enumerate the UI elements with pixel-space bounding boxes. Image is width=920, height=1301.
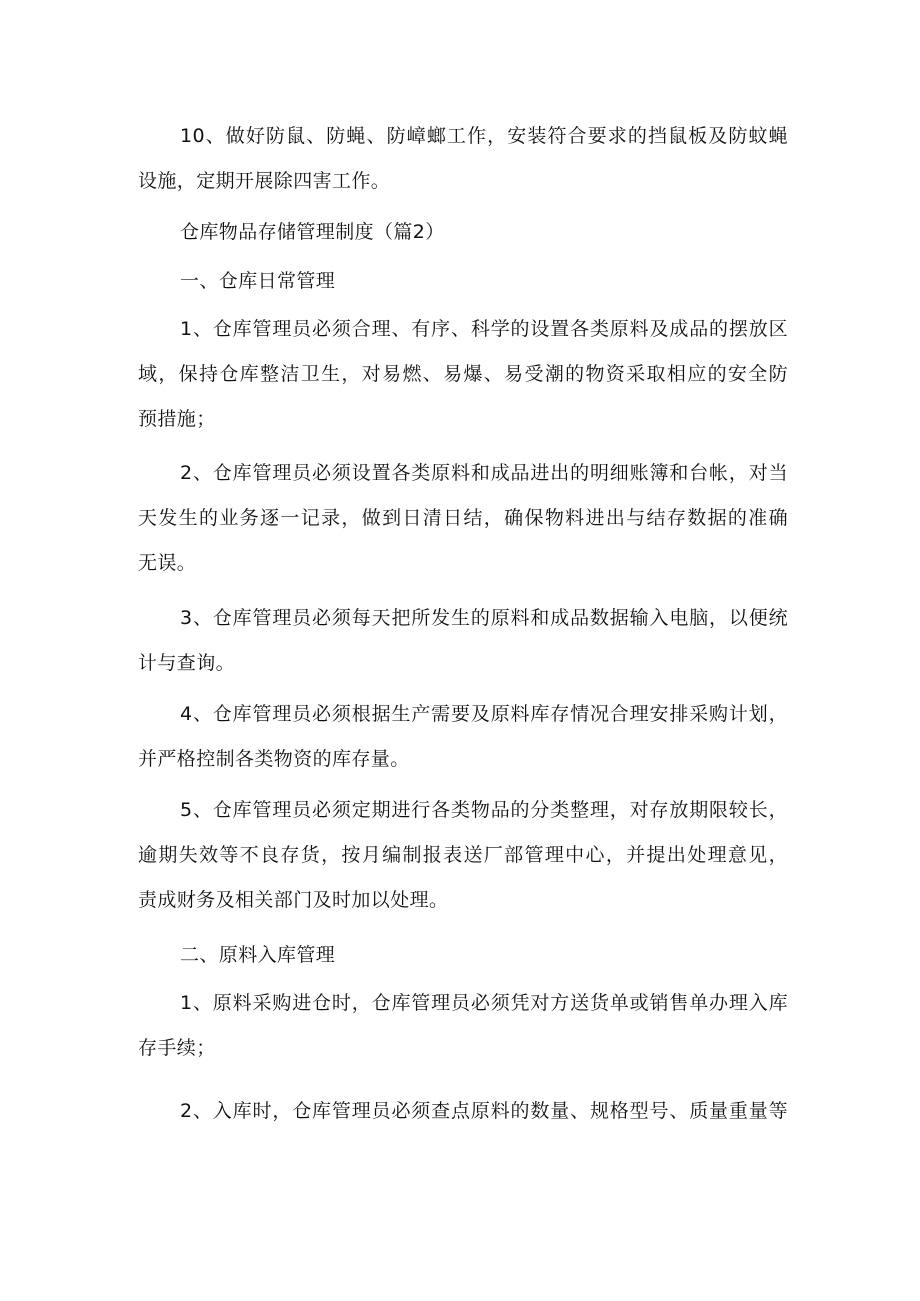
paragraph-item <box>138 701 788 772</box>
text-line: 1、原料采购进仓时，仓库管理员必须凭对方送货单或销售单办理入库 <box>180 992 788 1014</box>
text-line: 预措施； <box>138 408 216 430</box>
text-line: 3、仓库管理员必须每天把所发生的原料和成品数据输入电脑，以便统 <box>180 607 788 629</box>
paragraph-item <box>138 460 788 576</box>
paragraph-item <box>138 605 788 676</box>
text-line: 4、仓库管理员必须根据生产需要及原料库存情况合理安排采购计划， <box>180 703 788 725</box>
text-line: 天发生的业务逐一记录，做到日清日结，确保物料进出与结存数据的准确 <box>138 507 788 529</box>
text-line: 二、原料入库管理 <box>180 944 336 966</box>
text-line: 域，保持仓库整洁卫生，对易燃、易爆、易受潮的物资采取相应的安全防 <box>138 363 788 385</box>
text-line: 设施，定期开展除四害工作。 <box>138 170 391 192</box>
paragraph-item <box>138 797 788 913</box>
text-line: 并严格控制各类物资的库存量。 <box>138 748 410 770</box>
paragraph-item-10 <box>138 123 788 194</box>
text-line: 一、仓库日常管理 <box>180 270 336 292</box>
text-line: 2、仓库管理员必须设置各类原料和成品进出的明细账簿和台帐，对当 <box>180 462 788 484</box>
text-line: 逾期失效等不良存货，按月编制报表送厂部管理中心，并提出处理意见， <box>138 844 788 866</box>
section-heading <box>138 942 788 968</box>
paragraph-item <box>138 1098 788 1124</box>
document-title <box>138 219 788 245</box>
text-line: 1、仓库管理员必须合理、有序、科学的设置各类原料及成品的摆放区 <box>180 318 788 340</box>
text-line: 责成财务及相关部门及时加以处理。 <box>138 889 449 911</box>
text-line: 存手续； <box>138 1037 216 1059</box>
text-line: 2、入库时，仓库管理员必须查点原料的数量、规格型号、质量重量等 <box>180 1100 788 1122</box>
text-line: 5、仓库管理员必须定期进行各类物品的分类整理，对存放期限较长， <box>180 799 788 821</box>
text-line: 10、做好防鼠、防蝇、防嶂螂工作，安装符合要求的挡鼠板及防蚊蝇 <box>180 125 788 147</box>
text-line: 仓库物品存储管理制度（篇2） <box>180 221 445 243</box>
paragraph-item <box>138 990 788 1061</box>
text-line: 计与查询。 <box>138 652 236 674</box>
text-line: 无误。 <box>138 552 197 574</box>
paragraph-item <box>138 316 788 432</box>
section-heading <box>138 268 788 294</box>
